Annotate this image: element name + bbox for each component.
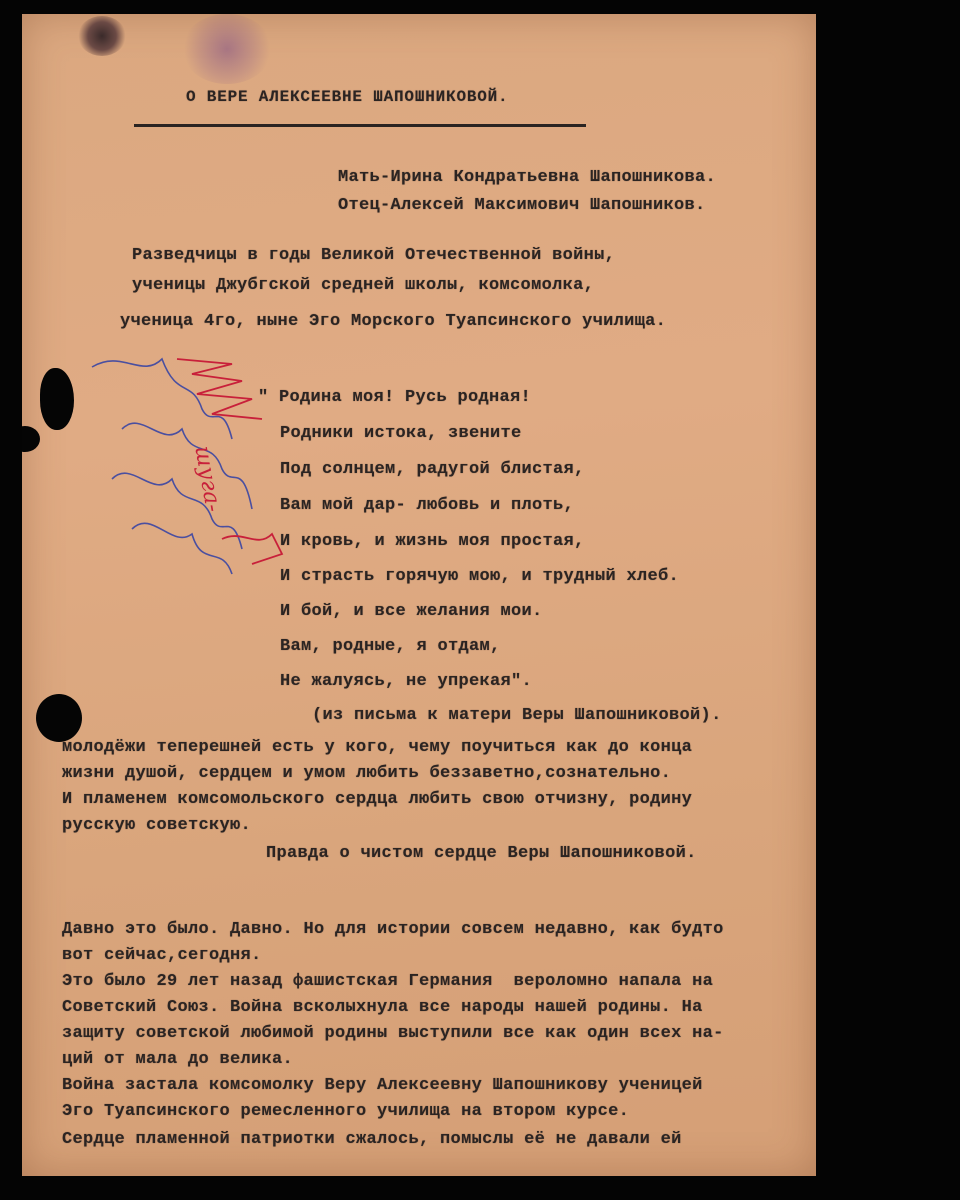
paragraph-line: И пламенем комсомольского сердца любить свою отчизну, родину: [62, 790, 693, 809]
poem-line: Вам мой дар- любовь и плоть,: [280, 496, 575, 515]
subtitle-line: Разведчицы в годы Великой Отечественной войны,: [132, 246, 616, 265]
poem-line: Не жалуясь, не упрекая".: [280, 672, 533, 691]
poem-line: " Родина моя! Русь родная!: [258, 388, 532, 407]
subtitle-line: ученицы Джубгской средней школы, комсомолка,: [132, 276, 595, 295]
paragraph-line: Война застала комсомолку Веру Алексеевну Шапошникову ученицей: [62, 1076, 703, 1095]
poem-line: Под солнцем, радугой блистая,: [280, 460, 585, 479]
edge-tear: [22, 426, 40, 452]
poem-line: Родники истока, звените: [280, 424, 522, 443]
paragraph-line: ций от мала до велика.: [62, 1050, 294, 1069]
paragraph-line: Советский Союз. Война всколыхнула все народы нашей родины. На: [62, 998, 703, 1017]
document-title: О ВЕРЕ АЛЕКСЕЕВНЕ ШАПОШНИКОВОЙ.: [186, 88, 509, 106]
paragraph-line: защиту советской любимой родины выступили все как один всех на-: [62, 1024, 724, 1043]
paragraph-line: Это было 29 лет назад фашистская Германия вероломно напала на: [62, 972, 714, 991]
paragraph-line: Сердце пламенной патриотки сжалось, помыслы её не давали ей: [62, 1130, 682, 1149]
paragraph-line: Давно это было. Давно. Но для истории совсем недавно, как будто: [62, 920, 724, 939]
title-underline: [134, 124, 586, 127]
subtitle-line: ученица 4го, ныне Эго Морского Туапсинского училища.: [120, 312, 667, 331]
paragraph-line: русскую советскую.: [62, 816, 252, 835]
poem-line: И страсть горячую мою, и трудный хлеб.: [280, 567, 680, 586]
paragraph-line: жизни душой, сердцем и умом любить беззаветно,сознательно.: [62, 764, 672, 783]
punch-hole-upper: [40, 368, 74, 430]
paragraph-line: молодёжи теперешней есть у кого, чему поучиться как до конца: [62, 738, 693, 757]
mother-line: Мать-Ирина Кондратьевна Шапошникова.: [338, 168, 717, 187]
punch-hole-lower: [36, 694, 82, 742]
paragraph-line: вот сейчас,сегодня.: [62, 946, 262, 965]
purple-stamp-mark: [182, 14, 272, 84]
handwritten-scribbles: [82, 339, 302, 599]
document-page: [22, 14, 816, 1176]
poem-line: Вам, родные, я отдам,: [280, 637, 501, 656]
poem-source: (из письма к матери Веры Шапошниковой).: [312, 706, 722, 725]
poem-line: И кровь, и жизнь моя простая,: [280, 532, 585, 551]
handwritten-annotation: шуга-: [189, 444, 226, 515]
father-line: Отец-Алексей Максимович Шапошников.: [338, 196, 706, 215]
ink-stain-top: [78, 16, 126, 56]
poem-line: И бой, и все желания мои.: [280, 602, 543, 621]
section-heading: Правда о чистом сердце Веры Шапошниковой.: [266, 844, 697, 863]
paragraph-line: Эго Туапсинского ремесленного училища на втором курсе.: [62, 1102, 630, 1121]
